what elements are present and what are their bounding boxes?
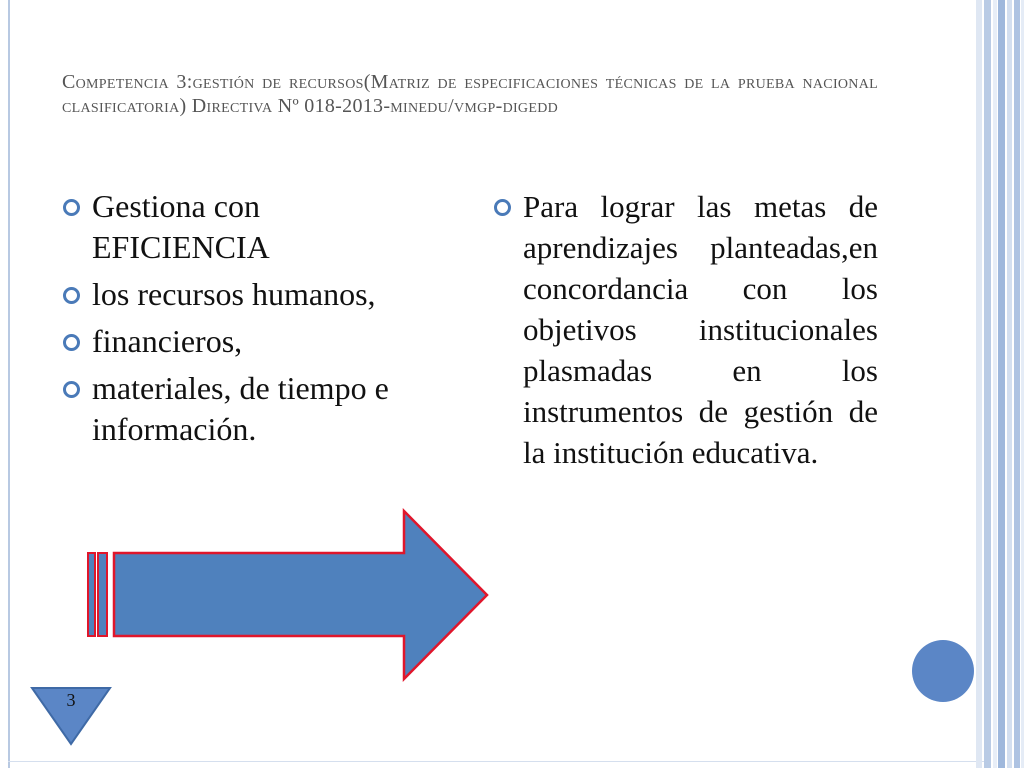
- bar: [993, 0, 997, 768]
- bar: [998, 0, 1005, 768]
- frame-bottom-line: [8, 761, 984, 762]
- right-arrow-icon: [84, 505, 494, 685]
- circle-bullet-icon: [63, 199, 80, 216]
- bullet-text: los recursos humanos,: [92, 276, 376, 312]
- slide-title: Competencia 3:gestión de recursos(Matriz de especificaciones técnicas de la prueba nacional clasificatoria) Directiva Nº 018-2013-minedu/vmgp-digedd: [62, 71, 878, 117]
- bar: [1014, 0, 1020, 768]
- list-item: [494, 186, 878, 473]
- decorative-circle: [912, 640, 974, 702]
- bullet-text: Para lograr las metas de aprendizajes planteadas,en concordancia con los objetivos institucionales plasmadas en los instrumentos de gestión de la institución educativa.: [523, 189, 878, 470]
- circle-bullet-icon: [494, 199, 511, 216]
- list-item: [63, 321, 443, 362]
- circle-bullet-icon: [63, 334, 80, 351]
- circle-bullet-icon: [63, 287, 80, 304]
- list-item: [63, 274, 443, 315]
- bullet-text: materiales, de tiempo e información.: [92, 370, 389, 447]
- frame-left-line: [8, 0, 10, 768]
- right-bullet-list: [494, 186, 878, 473]
- list-item: [63, 368, 443, 450]
- bar: [976, 0, 982, 768]
- bar: [1007, 0, 1012, 768]
- bullet-text: financieros,: [92, 323, 243, 359]
- page-number: 3: [66, 690, 76, 710]
- bullet-text: Gestiona con EFICIENCIA: [92, 188, 270, 265]
- bar: [984, 0, 991, 768]
- list-item: [63, 186, 443, 268]
- circle-bullet-icon: [63, 381, 80, 398]
- left-bullet-list: [63, 186, 443, 456]
- decorative-bars: [976, 0, 1024, 768]
